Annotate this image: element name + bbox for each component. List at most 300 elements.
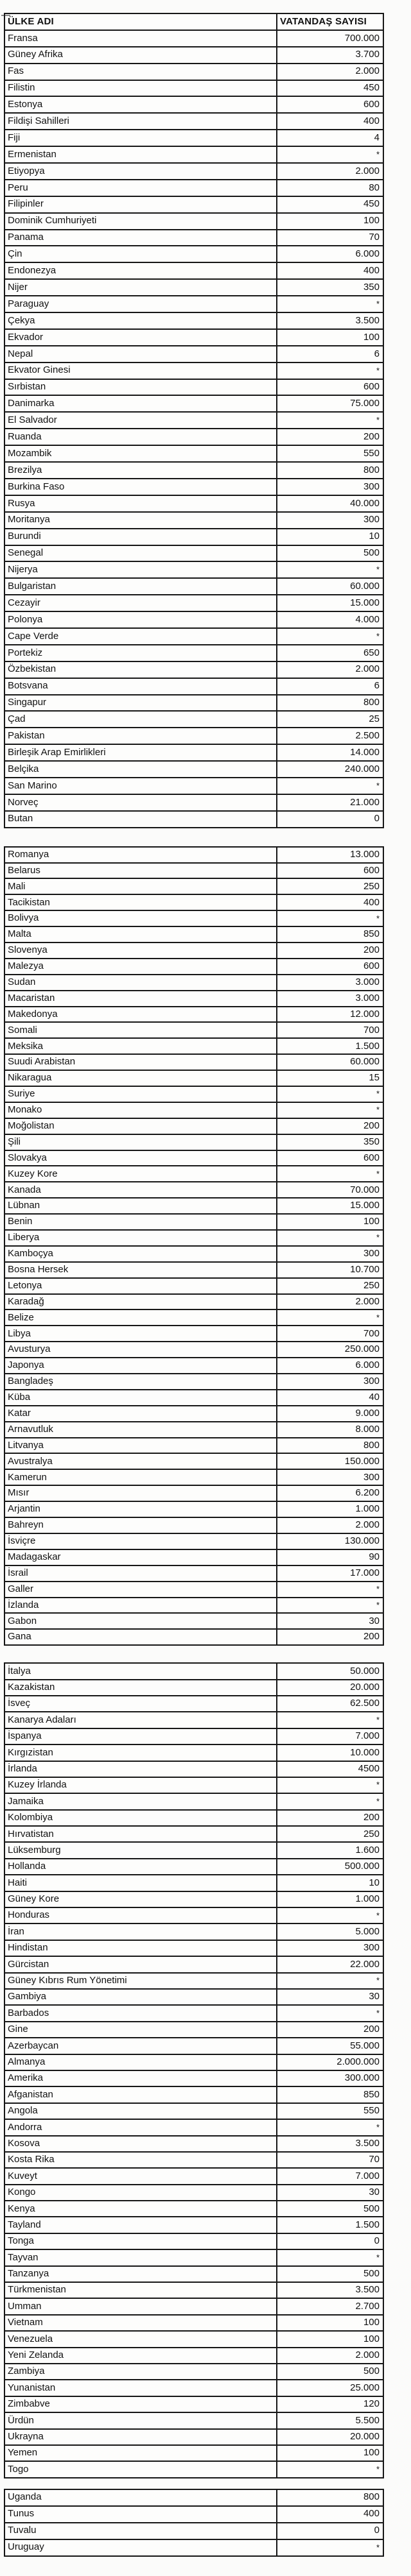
citizen-count-cell: 200 — [277, 2022, 383, 2038]
table-row — [4, 1859, 383, 1875]
table-row — [4, 794, 383, 811]
table-row — [4, 991, 383, 1007]
country-name-cell: Filipinler — [4, 196, 277, 213]
country-name-cell: Kuveyt — [4, 2168, 277, 2184]
citizen-count-cell: 850 — [277, 2086, 383, 2103]
table-row — [4, 1875, 383, 1891]
country-name-cell: Kenya — [4, 2201, 277, 2217]
table-row — [4, 529, 383, 545]
country-name-cell: Almanya — [4, 2054, 277, 2070]
citizen-count-cell: 500 — [277, 2364, 383, 2380]
table-row — [4, 2168, 383, 2184]
country-name-cell: Somali — [4, 1022, 277, 1038]
table-row — [4, 113, 383, 130]
country-name-cell: Norveç — [4, 794, 277, 811]
table-row — [4, 695, 383, 712]
country-name-cell: Lübnan — [4, 1198, 277, 1214]
country-name-cell: Romanya — [4, 847, 277, 863]
citizen-count-cell: 30 — [277, 1613, 383, 1629]
citizen-count-cell: 6.000 — [277, 246, 383, 262]
table-row — [4, 2054, 383, 2070]
table-row — [4, 2070, 383, 2086]
table-row — [4, 2315, 383, 2331]
citizen-count-cell: 100 — [277, 2445, 383, 2461]
country-name-cell: Fiji — [4, 130, 277, 146]
country-name-cell: Kamerun — [4, 1469, 277, 1485]
citizen-count-cell: * — [277, 1777, 383, 1793]
citizen-count-cell: 3.000 — [277, 991, 383, 1007]
citizen-count-cell: 2.000 — [277, 1294, 383, 1310]
citizen-count-cell: 0 — [277, 2523, 383, 2539]
citizen-count-cell: * — [277, 2249, 383, 2265]
citizen-count-cell: 2.000 — [277, 661, 383, 678]
table-row — [4, 2249, 383, 2265]
citizen-count-cell: 75.000 — [277, 395, 383, 412]
citizen-count-cell: * — [277, 1102, 383, 1118]
table-row — [4, 1973, 383, 1989]
country-name-cell: Estonya — [4, 96, 277, 113]
table-row — [4, 1086, 383, 1102]
table-row — [4, 230, 383, 246]
citizen-count-cell: 450 — [277, 80, 383, 97]
citizen-count-cell: * — [277, 1166, 383, 1182]
country-name-cell: Gine — [4, 2022, 277, 2038]
citizen-count-cell: * — [277, 296, 383, 312]
table-row — [4, 2201, 383, 2217]
citizen-count-cell: 4 — [277, 130, 383, 146]
citizen-count-cell: 600 — [277, 96, 383, 113]
citizen-count-cell: 10.700 — [277, 1262, 383, 1278]
citizen-count-cell: 21.000 — [277, 794, 383, 811]
country-name-cell: Kanada — [4, 1182, 277, 1198]
country-name-cell: Belçika — [4, 761, 277, 778]
table-row — [4, 2119, 383, 2135]
citizen-count-cell: 10.000 — [277, 1744, 383, 1761]
country-name-cell: Belize — [4, 1309, 277, 1326]
table-row — [4, 1907, 383, 1923]
citizen-count-cell: 7.000 — [277, 2168, 383, 2184]
country-name-cell: Ermenistan — [4, 146, 277, 163]
table-row — [4, 1390, 383, 1406]
country-name-cell: Tayland — [4, 2217, 277, 2233]
country-name-cell: Butan — [4, 811, 277, 828]
country-name-cell: Senegal — [4, 545, 277, 562]
table-row — [4, 611, 383, 628]
table-row — [4, 130, 383, 146]
table-row — [4, 1246, 383, 1262]
country-name-cell: Birleşik Arap Emirlikleri — [4, 744, 277, 761]
citizen-count-cell: 600 — [277, 959, 383, 975]
country-name-cell: Tayvan — [4, 2249, 277, 2265]
country-name-cell: Malezya — [4, 959, 277, 975]
country-name-cell: Kamboçya — [4, 1246, 277, 1262]
citizen-count-cell: 5.000 — [277, 1923, 383, 1940]
citizen-count-cell: 600 — [277, 863, 383, 879]
table-block-2 — [4, 846, 384, 1646]
country-name-cell: Bulgaristan — [4, 578, 277, 595]
table-row — [4, 2152, 383, 2168]
table-row — [4, 2412, 383, 2428]
citizen-count-cell: 17.000 — [277, 1565, 383, 1582]
citizen-count-cell: 400 — [277, 262, 383, 279]
country-name-cell: Mali — [4, 878, 277, 894]
country-name-cell: Panama — [4, 230, 277, 246]
country-name-cell: Ürdün — [4, 2412, 277, 2428]
table-row — [4, 1054, 383, 1070]
citizen-count-cell: 250 — [277, 1278, 383, 1294]
citizen-count-cell: 14.000 — [277, 744, 383, 761]
country-name-cell: Azerbaycan — [4, 2038, 277, 2054]
citizen-count-cell: 2.000 — [277, 163, 383, 180]
table-row — [4, 2489, 383, 2506]
country-name-cell: Angola — [4, 2103, 277, 2119]
citizen-count-cell: 25 — [277, 711, 383, 728]
citizen-count-cell: 0 — [277, 811, 383, 828]
citizen-count-cell: 550 — [277, 445, 383, 462]
country-name-cell: Uganda — [4, 2489, 277, 2506]
table-row — [4, 1728, 383, 1744]
table-row — [4, 1613, 383, 1629]
country-name-cell: Cezayir — [4, 595, 277, 611]
table-row — [4, 445, 383, 462]
table-row — [4, 1517, 383, 1533]
country-name-cell: Nijerya — [4, 561, 277, 578]
citizen-count-cell: 3.500 — [277, 2282, 383, 2298]
country-name-cell: Kazakistan — [4, 1680, 277, 1696]
citizen-count-cell: 200 — [277, 1118, 383, 1134]
country-name-cell: Tunus — [4, 2506, 277, 2523]
table-row — [4, 1262, 383, 1278]
table-row — [4, 1022, 383, 1038]
country-name-cell: Kosova — [4, 2136, 277, 2152]
country-name-cell: San Marino — [4, 778, 277, 794]
citizen-count-cell: 22.000 — [277, 1956, 383, 1972]
citizen-count-cell: 100 — [277, 329, 383, 346]
country-name-cell: Fildişi Sahilleri — [4, 113, 277, 130]
citizen-count-cell: * — [277, 1598, 383, 1614]
citizen-count-cell: 70 — [277, 2152, 383, 2168]
table-row — [4, 1422, 383, 1438]
table-row — [4, 2217, 383, 2233]
country-name-cell: El Salvador — [4, 412, 277, 429]
table-row — [4, 30, 383, 47]
citizen-count-cell: * — [277, 910, 383, 926]
table-row — [4, 346, 383, 363]
country-name-cell: Tacikistan — [4, 894, 277, 910]
country-name-cell: Bosna Hersek — [4, 1262, 277, 1278]
table-row — [4, 1309, 383, 1326]
citizen-count-cell: 250 — [277, 878, 383, 894]
table-row — [4, 1326, 383, 1342]
country-name-cell: Yeni Zelanda — [4, 2348, 277, 2364]
column-header-ulke-adi: ÜLKE ADI — [4, 13, 277, 30]
table-row — [4, 512, 383, 529]
citizen-count-cell: 60.000 — [277, 578, 383, 595]
table-row — [4, 1070, 383, 1086]
citizen-count-cell: 60.000 — [277, 1054, 383, 1070]
citizen-count-cell: 500 — [277, 2266, 383, 2282]
table-row — [4, 1294, 383, 1310]
table-row — [4, 1501, 383, 1517]
country-name-cell: Liberya — [4, 1230, 277, 1246]
table-row — [4, 878, 383, 894]
citizen-count-cell: 300 — [277, 512, 383, 529]
country-name-cell: Letonya — [4, 1278, 277, 1294]
country-name-cell: Litvanya — [4, 1438, 277, 1454]
table-row — [4, 645, 383, 661]
country-name-cell: Polonya — [4, 611, 277, 628]
table-row — [4, 2429, 383, 2445]
country-name-cell: Filistin — [4, 80, 277, 97]
table-row — [4, 213, 383, 230]
citizen-count-cell: * — [277, 363, 383, 379]
table-row — [4, 163, 383, 180]
table-row — [4, 2103, 383, 2119]
country-name-cell: Slovenya — [4, 943, 277, 959]
table-row — [4, 1198, 383, 1214]
table-row — [4, 578, 383, 595]
country-name-cell: Yemen — [4, 2445, 277, 2461]
table-row — [4, 2364, 383, 2380]
citizen-count-cell: 7.000 — [277, 1728, 383, 1744]
country-name-cell: Bolivya — [4, 910, 277, 926]
citizen-count-cell: 800 — [277, 695, 383, 712]
country-name-cell: Suriye — [4, 1086, 277, 1102]
citizen-count-cell: * — [277, 2119, 383, 2135]
citizen-count-cell: 600 — [277, 1150, 383, 1166]
country-name-cell: Malta — [4, 926, 277, 943]
country-name-cell: Tanzanya — [4, 2266, 277, 2282]
table-row — [4, 279, 383, 296]
table-row — [4, 2331, 383, 2347]
country-name-cell: Japonya — [4, 1358, 277, 1374]
country-name-cell: Gambiya — [4, 1989, 277, 2005]
table-row — [4, 1989, 383, 2005]
country-name-cell: Ekvator Ginesi — [4, 363, 277, 379]
country-name-cell: Bangladeş — [4, 1374, 277, 1390]
table-row — [4, 1438, 383, 1454]
table-row — [4, 1582, 383, 1598]
country-name-cell: Zimbabve — [4, 2396, 277, 2412]
country-name-cell: Belarus — [4, 863, 277, 879]
table-row — [4, 1358, 383, 1374]
table-row — [4, 379, 383, 396]
citizen-count-cell: * — [277, 1086, 383, 1102]
table-row — [4, 910, 383, 926]
country-name-cell: Çin — [4, 246, 277, 262]
citizen-count-cell: 650 — [277, 645, 383, 661]
citizen-count-cell: 3.500 — [277, 312, 383, 329]
table-row — [4, 1744, 383, 1761]
citizen-count-cell: 200 — [277, 1629, 383, 1645]
country-name-cell: Macaristan — [4, 991, 277, 1007]
country-name-cell: Kuzey Kore — [4, 1166, 277, 1182]
citizen-count-cell: 2.700 — [277, 2298, 383, 2314]
country-name-cell: Brezilya — [4, 462, 277, 479]
country-name-cell: Monako — [4, 1102, 277, 1118]
table-row — [4, 146, 383, 163]
citizen-count-cell: * — [277, 146, 383, 163]
table-row — [4, 628, 383, 645]
citizen-count-cell: 400 — [277, 113, 383, 130]
table-row — [4, 495, 383, 512]
table-row — [4, 2380, 383, 2396]
citizen-count-cell: 40.000 — [277, 495, 383, 512]
country-name-cell: Vietnam — [4, 2315, 277, 2331]
citizen-count-cell: 200 — [277, 943, 383, 959]
table-row — [4, 778, 383, 794]
country-name-cell: Türkmenistan — [4, 2282, 277, 2298]
table-row — [4, 1793, 383, 1809]
table-row — [4, 761, 383, 778]
country-name-cell: Jamaika — [4, 1793, 277, 1809]
citizen-count-cell: 2.000 — [277, 1517, 383, 1533]
country-name-cell: Küba — [4, 1390, 277, 1406]
citizen-count-cell: 100 — [277, 2315, 383, 2331]
citizen-count-cell: 850 — [277, 926, 383, 943]
country-name-cell: Ukrayna — [4, 2429, 277, 2445]
table-row — [4, 847, 383, 863]
country-name-cell: Benin — [4, 1214, 277, 1230]
table-row — [4, 1374, 383, 1390]
country-name-cell: Botsvana — [4, 678, 277, 695]
citizen-count-cell: * — [277, 628, 383, 645]
table-row — [4, 1102, 383, 1118]
citizen-count-cell: 5.500 — [277, 2412, 383, 2428]
table-row — [4, 1007, 383, 1023]
table-row — [4, 1150, 383, 1166]
citizen-count-cell: 13.000 — [277, 847, 383, 863]
citizen-count-cell: 400 — [277, 894, 383, 910]
citizen-count-cell: * — [277, 561, 383, 578]
table-row — [4, 479, 383, 495]
table-row — [4, 2136, 383, 2152]
citizen-count-cell: * — [277, 1793, 383, 1809]
citizen-count-cell: 70.000 — [277, 1182, 383, 1198]
citizen-count-cell: 4.000 — [277, 611, 383, 628]
citizen-count-cell: * — [277, 1309, 383, 1326]
table-row — [4, 2348, 383, 2364]
table-row — [4, 894, 383, 910]
country-name-cell: İrlanda — [4, 1761, 277, 1777]
country-name-cell: İran — [4, 1923, 277, 1940]
table-row — [4, 246, 383, 262]
column-header-vatandas-sayisi: VATANDAŞ SAYISI — [277, 13, 383, 30]
table-row — [4, 2282, 383, 2298]
country-name-cell: Çad — [4, 711, 277, 728]
citizen-count-cell: 15 — [277, 1070, 383, 1086]
country-name-cell: Kanarya Adaları — [4, 1712, 277, 1728]
table-row — [4, 863, 383, 879]
country-name-cell: Gabon — [4, 1613, 277, 1629]
country-name-cell: Galler — [4, 1582, 277, 1598]
table-row — [4, 1663, 383, 1679]
country-name-cell: Burkina Faso — [4, 479, 277, 495]
citizen-count-cell: 500 — [277, 2201, 383, 2217]
table-row — [4, 2461, 383, 2477]
citizen-count-cell: 240.000 — [277, 761, 383, 778]
country-name-cell: Libya — [4, 1326, 277, 1342]
table-row — [4, 312, 383, 329]
country-name-cell: İzlanda — [4, 1598, 277, 1614]
country-name-cell: Gürcistan — [4, 1956, 277, 1972]
country-name-cell: İspanya — [4, 1728, 277, 1744]
country-name-cell: Lüksemburg — [4, 1842, 277, 1858]
citizen-count-cell: 62.500 — [277, 1696, 383, 1712]
table-row — [4, 2445, 383, 2461]
country-name-cell: Burundi — [4, 529, 277, 545]
citizen-count-cell: 70 — [277, 230, 383, 246]
table-row — [4, 1712, 383, 1728]
table-row — [4, 262, 383, 279]
country-name-cell: Kolombiya — [4, 1810, 277, 1826]
citizen-count-cell: 90 — [277, 1549, 383, 1565]
citizen-count-cell: 15.000 — [277, 1198, 383, 1214]
country-name-cell: Hindistan — [4, 1940, 277, 1956]
country-name-cell: Andorra — [4, 2119, 277, 2135]
table-row — [4, 196, 383, 213]
country-name-cell: Paraguay — [4, 296, 277, 312]
country-name-cell: Barbados — [4, 2005, 277, 2021]
table-row — [4, 2506, 383, 2523]
table-row — [4, 2022, 383, 2038]
citizen-count-cell: 120 — [277, 2396, 383, 2412]
citizen-count-cell: 350 — [277, 279, 383, 296]
table-row — [4, 1453, 383, 1469]
citizen-count-cell: 700 — [277, 1022, 383, 1038]
table-row — [4, 1469, 383, 1485]
citizen-count-cell: 300.000 — [277, 2070, 383, 2086]
citizen-count-cell: 200 — [277, 1810, 383, 1826]
citizen-count-cell: 200 — [277, 429, 383, 445]
citizen-count-cell: 1.500 — [277, 2217, 383, 2233]
table-row — [4, 1549, 383, 1565]
country-name-cell: Avusturya — [4, 1342, 277, 1358]
table-row — [4, 1342, 383, 1358]
citizen-count-cell: 50.000 — [277, 1663, 383, 1679]
table-row — [4, 811, 383, 828]
table-row — [4, 1134, 383, 1150]
table-row — [4, 180, 383, 196]
country-name-cell: Güney Kıbrıs Rum Yönetimi — [4, 1973, 277, 1989]
country-name-cell: Meksika — [4, 1038, 277, 1054]
citizen-count-cell: 6 — [277, 346, 383, 363]
country-name-cell: Özbekistan — [4, 661, 277, 678]
country-name-cell: Şili — [4, 1134, 277, 1150]
citizen-count-cell: 4500 — [277, 1761, 383, 1777]
table-row — [4, 1810, 383, 1826]
country-name-cell: Slovakya — [4, 1150, 277, 1166]
table-row — [4, 2185, 383, 2201]
country-name-cell: Çekya — [4, 312, 277, 329]
citizen-count-cell: * — [277, 778, 383, 794]
table-row — [4, 1118, 383, 1134]
citizen-count-cell: 800 — [277, 462, 383, 479]
country-name-cell: Etiyopya — [4, 163, 277, 180]
citizen-count-cell: 55.000 — [277, 2038, 383, 2054]
table-row — [4, 1038, 383, 1054]
country-name-cell: İsviçre — [4, 1533, 277, 1549]
citizen-count-cell: 10 — [277, 1875, 383, 1891]
table-row — [4, 1761, 383, 1777]
country-name-cell: Güney Kore — [4, 1891, 277, 1907]
citizen-count-cell: 300 — [277, 1469, 383, 1485]
table-row — [4, 1406, 383, 1422]
table-row — [4, 96, 383, 113]
citizen-count-cell: * — [277, 1230, 383, 1246]
citizen-count-cell: 800 — [277, 2489, 383, 2506]
table-row — [4, 926, 383, 943]
